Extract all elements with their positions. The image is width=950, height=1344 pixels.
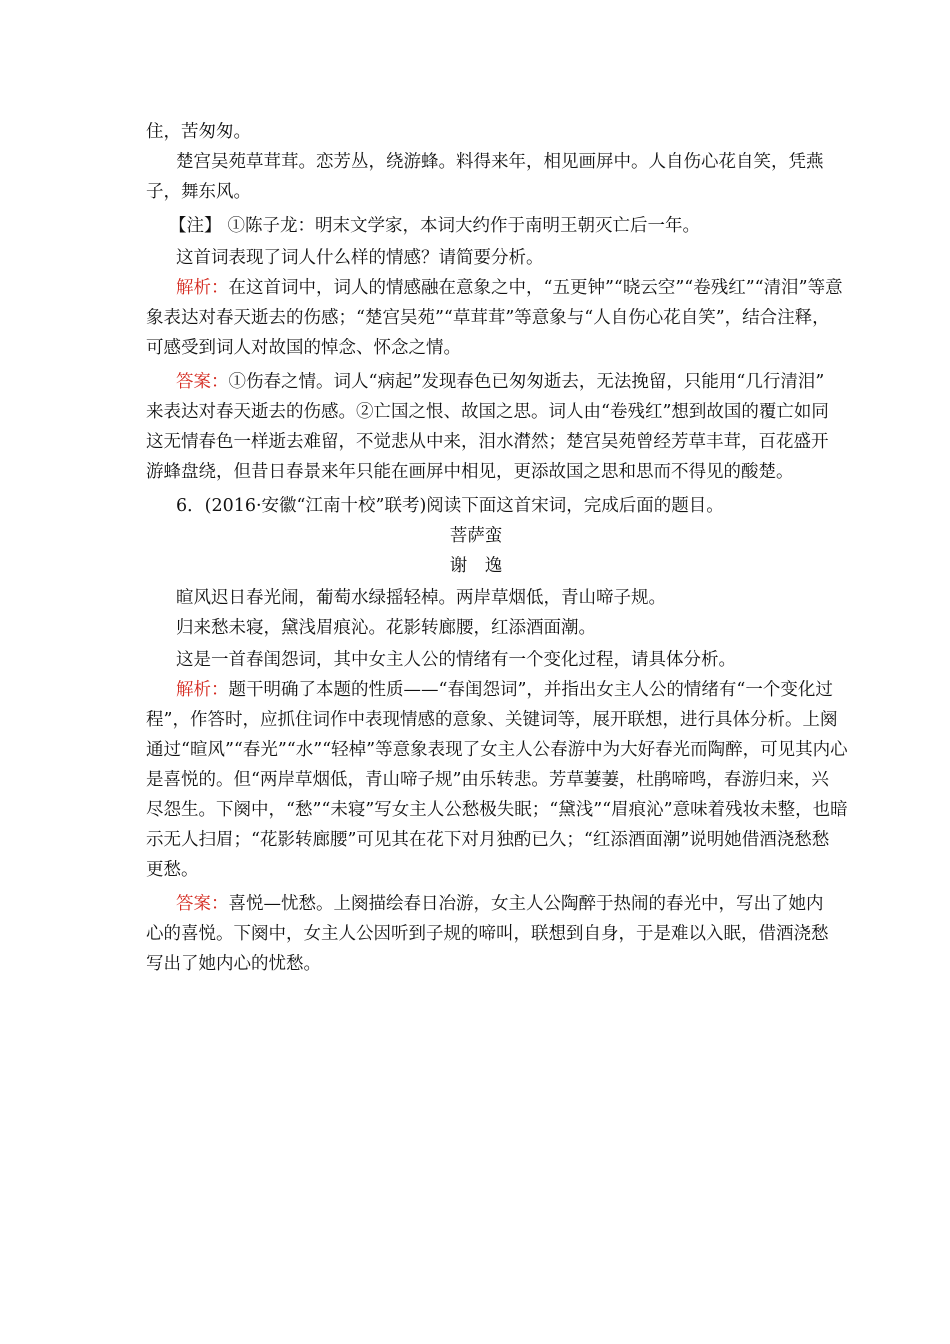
q5-analysis-line: 解析：在这首词中，词人的情感融在意象之中，“五更钟”“晓云空”“卷残红”“清泪”等意 xyxy=(176,278,843,298)
note-text: ①陈子龙：明末文学家，本词大约作于南明王朝灭亡后一年。 xyxy=(227,216,700,236)
q5-question: 这首词表现了词人什么样的情感？请简要分析。 xyxy=(176,248,544,268)
q6-answer-line: 答案：喜悦—忧愁。上阕描绘春日冶游，女主人公陶醉于热闹的春光中，写出了她内 xyxy=(176,894,824,914)
poem-author: 谢 逸 xyxy=(449,556,503,576)
q6-analysis-line: 示无人扫眉；“花影转廊腰”可见其在花下对月独酌已久；“红添酒面潮”说明她借酒浇愁愁 xyxy=(146,830,830,850)
poem-continued-line: 子，舞东风。 xyxy=(146,182,251,202)
analysis-label: 解析： xyxy=(176,680,229,700)
q6-analysis-line: 程”，作答时，应抓住词作中表现情感的意象、关键词等，展开联想，进行具体分析。上阕 xyxy=(146,710,838,730)
q5-answer-line: 这无情春色一样逝去难留，不觉悲从中来，泪水潸然；楚宫吴苑曾经芳草丰茸，百花盛开 xyxy=(146,432,829,452)
poem-continued-line: 住，苦匆匆。 xyxy=(146,122,251,142)
note-label: 【注】 xyxy=(169,216,222,236)
poem-line: 归来愁未寝，黛浅眉痕沁。花影转廊腰，红添酒面潮。 xyxy=(176,618,596,638)
q6-analysis-line: 尽怨生。下阕中，“愁”“未寝”写女主人公愁极失眠；“黛浅”“眉痕沁”意味着残妆未整，也暗 xyxy=(146,800,848,820)
q6-analysis-line: 更愁。 xyxy=(146,860,199,880)
q5-analysis-line: 象表达对春天逝去的伤感；“楚宫吴苑”“草茸茸”等意象与“人自伤心花自笑”，结合注释， xyxy=(146,308,830,328)
answer-label: 答案： xyxy=(176,372,229,392)
q6-analysis-line: 解析：题干明确了本题的性质——“春闺怨词”，并指出女主人公的情绪有“一个变化过 xyxy=(176,680,833,700)
q5-analysis-line: 可感受到词人对故国的悼念、怀念之情。 xyxy=(146,338,461,358)
answer-label: 答案： xyxy=(176,894,229,914)
note xyxy=(169,212,700,240)
q6-answer-line: 写出了她内心的忧愁。 xyxy=(146,954,321,974)
q6-analysis-line: 通过“暄风”“春光”“水”“轻棹”等意象表现了女主人公春游中为大好春光而陶醉，可见其内心 xyxy=(146,740,848,760)
poem-continued-line: 楚宫吴苑草茸茸。恋芳丛，绕游蜂。料得来年，相见画屏中。人自伤心花自笑，凭燕 xyxy=(176,152,824,172)
poem-line: 暄风迟日春光闹，葡萄水绿摇轻棹。两岸草烟低，青山啼子规。 xyxy=(176,588,666,608)
q5-answer-line: 游蜂盘绕，但昔日春景来年只能在画屏中相见，更添故国之思和思而不得见的酸楚。 xyxy=(146,462,794,482)
q6-analysis-line: 是喜悦的。但“两岸草烟低，青山啼子规”由乐转悲。芳草萋萋，杜鹃啼鸣，春游归来，兴 xyxy=(146,770,829,790)
q6-answer-line: 心的喜悦。下阕中，女主人公因听到子规的啼叫，联想到自身，于是难以入眠，借酒浇愁 xyxy=(146,924,829,944)
analysis-label: 解析： xyxy=(176,278,229,298)
q6-stem: 6．(2016·安徽“江南十校”联考)阅读下面这首宋词，完成后面的题目。 xyxy=(176,496,724,516)
q5-answer-line: 答案：①伤春之情。词人“病起”发现春色已匆匆逝去，无法挽留，只能用“几行清泪” xyxy=(176,372,825,392)
poem-title: 菩萨蛮 xyxy=(449,526,503,546)
q5-answer-line: 来表达对春天逝去的伤感。②亡国之恨、故国之思。词人由“卷残红”想到故国的覆亡如同 xyxy=(146,402,829,422)
q6-question: 这是一首春闺怨词，其中女主人公的情绪有一个变化过程，请具体分析。 xyxy=(176,650,736,670)
